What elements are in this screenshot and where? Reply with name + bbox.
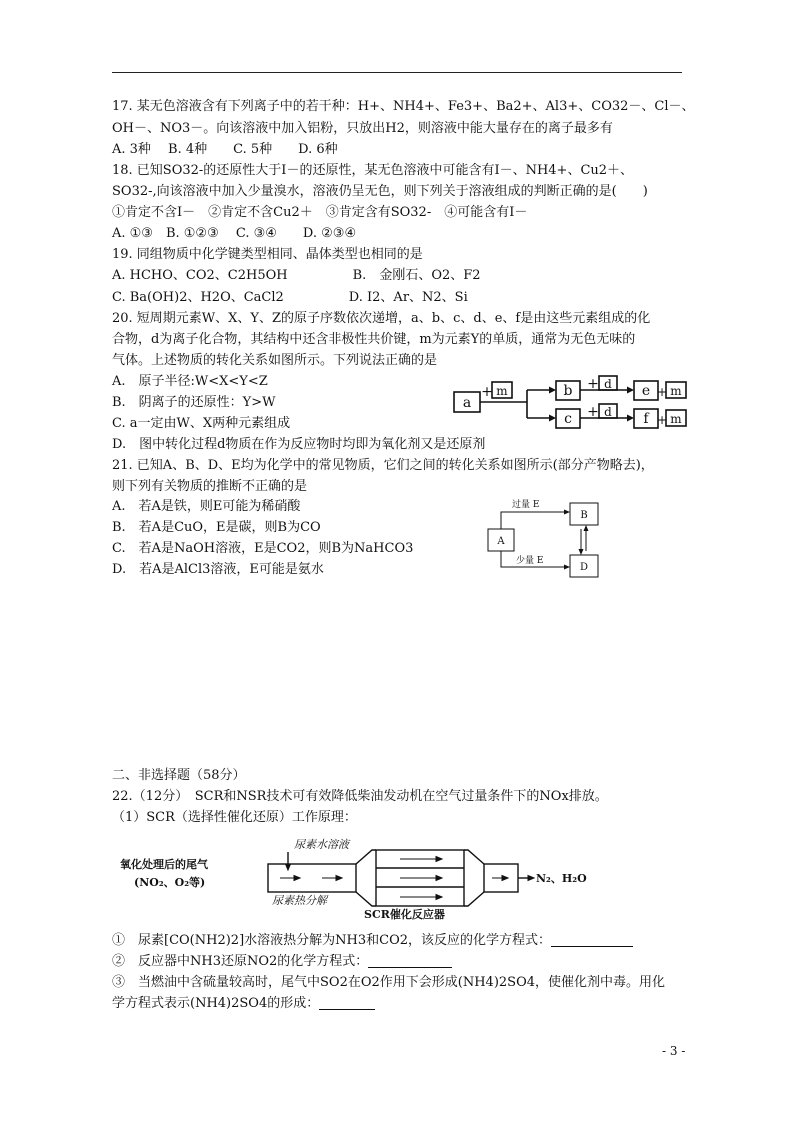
label-A: A [497, 536, 505, 547]
plus-4: + [656, 385, 668, 399]
plus-1: + [481, 384, 493, 400]
inlet-label: 氧化处理后的尾气 [120, 858, 208, 871]
label-excess-E: 过量 E [512, 500, 540, 510]
page-number: - 3 - [662, 1044, 686, 1058]
q18-statements: ①肯定不含I－ ②肯定不含Cu2＋ ③肯定含有SO32- ④可能含有I－ [112, 205, 528, 220]
label-d2: d [604, 405, 612, 419]
q20-diagram [450, 376, 690, 436]
q18-options: A. ①③ B. ①②③ C. ③④ D. ②③④ [112, 226, 357, 241]
outlet-label: N₂、H₂O [536, 872, 587, 885]
label-d1: d [604, 377, 612, 391]
q20-option-b: B. 阴离子的还原性：Y>W [112, 395, 276, 410]
q21-option-c: C. 若A是NaOH溶液，E是CO2，则B为NaHCO3 [112, 541, 414, 556]
label-b: b [563, 383, 573, 399]
q21-option-b: B. 若A是CuO，E是碳，则B为CO [112, 520, 321, 535]
q20-line-2: 合物，d为离子化合物，其结构中还含非极性共价键，m为元素Y的单质，通常为无色无味的 [112, 332, 636, 347]
q22-part-1: （1）SCR（选择性催化还原）工作原理： [112, 810, 357, 825]
q21-option-a: A. 若A是铁，则E可能为稀硝酸 [112, 499, 301, 514]
q20-line-1: 20. 短周期元素W、X、Y、Z的原子序数依次递增，a、b、c、d、e、f是由这些元素组成的化 [112, 311, 651, 326]
q22-sub-3-cont: 学方程式表示(NH4)2SO4的形成： [112, 994, 375, 1014]
q22-sub-1: ① 尿素[CO(NH2)2]水溶液热分解为NH3和CO2，该反应的化学方程式： [112, 931, 633, 951]
q21-line-1: 21. 已知A、B、D、E均为化学中的常见物质，它们之间的转化关系如图所示(部分产物略去)， [112, 458, 654, 473]
label-D: D [579, 562, 589, 573]
q22-sub-2: ② 反应器中NH3还原NO2的化学方程式： [112, 952, 452, 972]
plus-3: + [587, 404, 599, 420]
label-a: a [462, 395, 472, 411]
label-m3: m [670, 412, 682, 426]
q21-diagram [486, 496, 602, 582]
q22-stem: 22.（12分） SCR和NSR技术可有效降低柴油发动机在空气过量条件下的NOx排放。 [112, 789, 608, 804]
plus-2: + [587, 376, 599, 392]
header-rule [112, 72, 682, 73]
label-e: e [641, 383, 651, 399]
q18-line-1: 18. 已知SO32-的还原性大于I－的还原性，某无色溶液中可能含有I－、NH4+、Cu2＋、 [112, 163, 634, 178]
urea-decomp-label: 尿素热分解 [272, 894, 327, 907]
inlet-sub-label: (NO₂、O₂等) [134, 876, 206, 889]
answer-blank-2[interactable] [368, 953, 452, 968]
q17-options: A. 3种 B. 4种 C. 5种 D. 6种 [112, 142, 338, 157]
urea-solution-label: 尿素水溶液 [294, 838, 349, 851]
q19-options-cd: C. Ba(OH)2、H2O、CaCl2 D. I2、Ar、N2、Si [112, 290, 468, 305]
answer-blank-3[interactable] [319, 995, 375, 1010]
q20-option-d: D. 图中转化过程d物质在作为反应物时均即为氧化剂又是还原剂 [112, 437, 486, 452]
reactor-label: SCR催化反应器 [364, 908, 445, 921]
q19-options-ab: A. HCHO、CO2、C2H5OH B. 金刚石、O2、F2 [112, 268, 481, 283]
q21-option-d: D. 若A是AlCl3溶液，E可能是氨水 [112, 562, 324, 577]
q21-line-2: 则下列有关物质的推断不正确的是 [112, 479, 308, 494]
q17-line-2: OH－、NO3－。向该溶液中加入铝粉，只放出H2，则溶液中能大量存在的离子最多有 [112, 121, 613, 136]
q18-line-2: SO32-,向该溶液中加入少量溴水，溶液仍呈无色，则下列关于溶液组成的判断正确的是( ) [112, 184, 648, 199]
q19-stem: 19. 同组物质中化学键类型相同、晶体类型也相同的是 [112, 247, 423, 262]
label-f: f [643, 411, 649, 427]
section-heading: 二、非选择题（58分） [112, 768, 246, 783]
answer-blank-1[interactable] [551, 932, 633, 947]
q20-option-a: A. 原子半径:W<X<Y<Z [112, 374, 268, 389]
q22-sub-3: ③ 当燃油中含硫量较高时，尾气中SO2在O2作用下会形成(NH4)2SO4，使催化剂中毒。用化 [112, 975, 665, 990]
label-little-E: 少量 E [516, 556, 544, 566]
q17-line-1: 17. 某无色溶液含有下列离子中的若干种：H+、NH4+、Fe3+、Ba2+、Al3+、CO32－、Cl－、 [112, 99, 695, 114]
scr-diagram [120, 836, 590, 922]
label-B: B [580, 510, 588, 521]
q20-option-c: C. a一定由W、X两种元素组成 [112, 416, 291, 431]
q20-line-3: 气体。上述物质的转化关系如图所示。下列说法正确的是 [112, 353, 438, 368]
plus-5: + [656, 413, 668, 427]
label-m2: m [670, 384, 682, 398]
label-c: c [564, 411, 572, 427]
label-m1: m [496, 384, 508, 398]
